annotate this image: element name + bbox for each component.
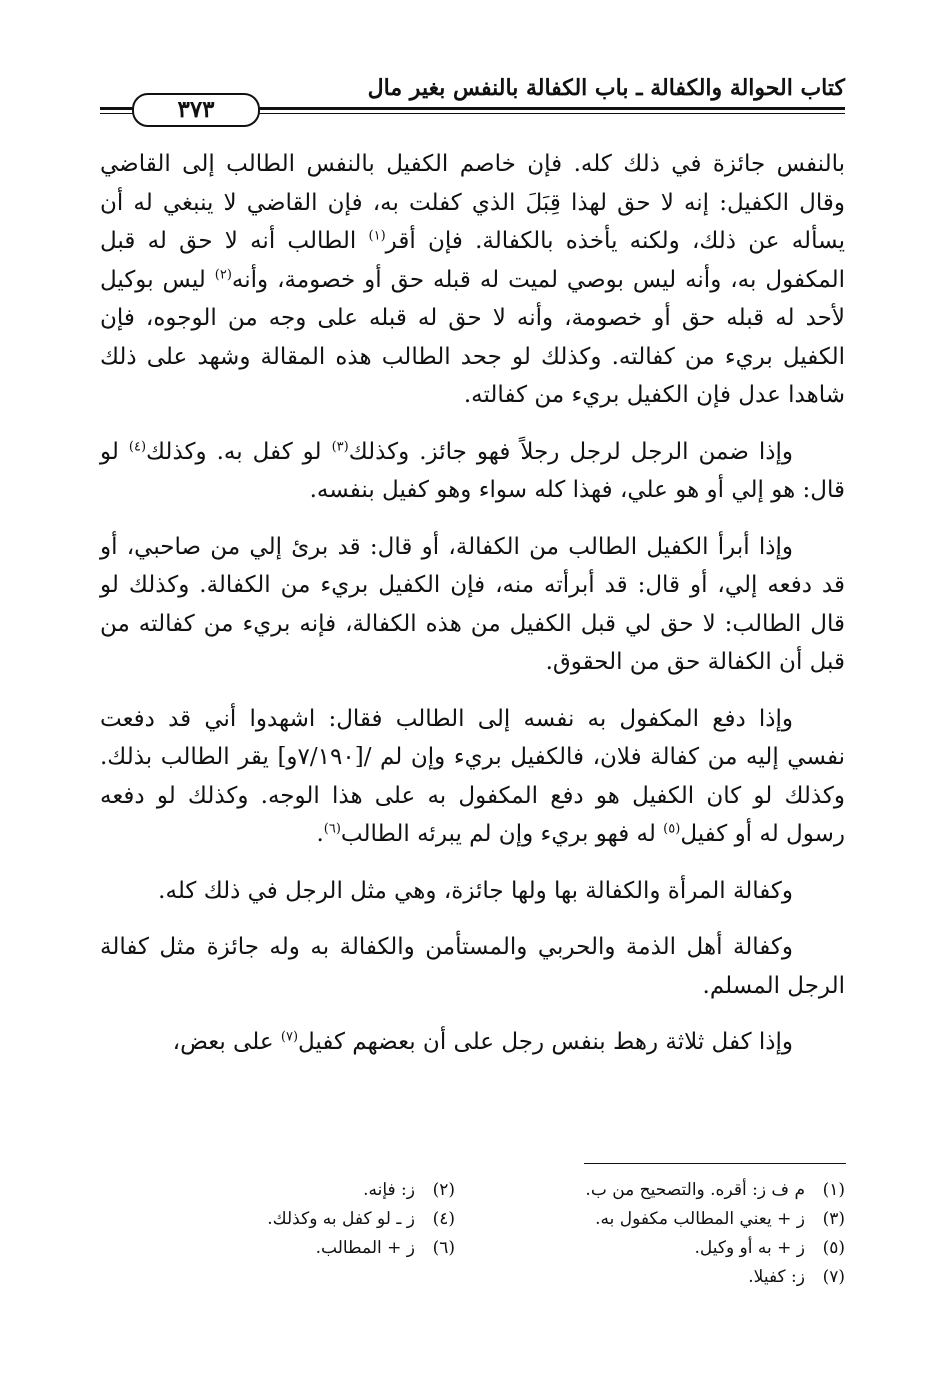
footnote-row [100,1205,845,1234]
footnote-row [100,1176,845,1205]
footnote-marker: (١) [368,228,386,244]
paragraph [100,1023,845,1062]
footnote [155,1234,455,1263]
footnote-text: ز + المطالب. [315,1238,415,1258]
footnote-text: ز + به أو وكيل. [694,1238,805,1258]
footnote-number: (٢) [432,1180,455,1200]
footnote-text: ز + يعني المطالب مكفول به. [595,1209,805,1229]
footnotes [100,1176,845,1292]
footnote-text: ز: كفيلا. [748,1267,805,1287]
footnote-number: (٣) [822,1209,845,1229]
paragraph-text: له فهو بريء وإن لم يبرئه الطالب [340,821,664,847]
paragraph-text: وإذا كفل ثلاثة رهط بنفس رجل على أن بعضهم كفيل [298,1029,793,1055]
paragraph [100,145,845,415]
footnote-marker: (٧) [280,1029,299,1045]
paragraph-text: بالنفس جائزة في ذلك كله. فإن خاصم الكفيل بالنفس الطالب إلى القاضي وقال الكفيل: إنه لا حق لهذا قِبَلَ الذي كفلت به، فإن القاضي لا ينبغي له أن يسأله عن ذلك، ولكنه يأخذه بالكفالة. فإن أقر [100,151,845,254]
footnote [455,1263,845,1292]
footnote-marker: (٦) [323,821,341,837]
paragraph-text: . [316,821,324,847]
footnote-row [100,1263,845,1292]
footnote [155,1176,455,1205]
paragraph-text: لو قال: هو إلي أو هو علي، فهذا كله سواء وهو كفيل بنفسه. [100,438,845,503]
paragraph [100,528,845,682]
footnote-text: ز: فإنه. [363,1180,415,1200]
paragraph-text: على بعض، [172,1029,281,1055]
footnote-text: م ف ز: أقره. والتصحيح من ب. [585,1180,805,1200]
main-text [100,145,845,1080]
footnote-marker: (٣) [331,438,349,454]
footnote-marker: (٢) [214,266,232,282]
paragraph-text: لو كفل به. وكذلك [146,438,332,465]
footnote-number: (٥) [822,1238,845,1258]
footnote-separator [584,1163,846,1164]
paragraph-text: وإذا دفع المكفول به نفسه إلى الطالب فقال: اشهدوا أني قد دفعت نفسي إليه من كفالة فلان، فالكفيل بريء وإن لم /[٧/١٩٠و] يقر الطالب بذلك. وكذلك لو كان الكفيل هو دفع المكفول به على هذا الوجه. وكذلك لو دفعه رسول له أو كفيل [100,705,845,847]
paragraph [100,700,845,854]
footnote-row [100,1234,845,1263]
footnote-marker: (٤) [128,438,147,454]
paragraph-text: وإذا ضمن الرجل لرجل رجلاً فهو جائز. وكذلك [348,438,793,465]
paragraph [100,928,845,1005]
paragraph-text: وإذا أبرأ الكفيل الطالب من الكفالة، أو قال: قد برئ إلي من صاحبي، أو قد دفعه إلي، أو قال: قد أبرأته منه، فإن الكفيل بريء من الكفالة. وكذلك لو قال الطالب: لا حق لي قبل الكفيل من هذه الكفالة، فإنه بريء من كفالته من قبل أن الكفالة حق من الحقوق. [100,533,845,675]
footnote [455,1234,845,1263]
running-title: كتاب الحوالة والكفالة ـ باب الكفالة بالنفس بغير مال [367,75,845,101]
footnote [455,1205,845,1234]
footnote-number: (١) [822,1180,845,1200]
paragraph [100,433,845,510]
paragraph-text: ليس بوكيل لأحد له قبله حق أو خصومة، وأنه لا حق له قبله على وجه من الوجوه، فإن الكفيل بريء من كفالته. وكذلك لو جحد الطالب هذه المقالة وشهد على ذلك شاهدا عدل فإن الكفيل بريء من كفالته. [100,266,845,408]
paragraph-text: وكفالة أهل الذمة والحربي والمستأمن والكفالة به وله جائزة مثل كفالة الرجل المسلم. [100,934,845,999]
footnote-number: (٦) [432,1238,455,1258]
paragraph [100,872,845,911]
paragraph-text: الطالب أنه لا حق له قبل المكفول به، وأنه ليس بوصي لميت له قبله حق أو خصومة، وأنه [100,228,845,293]
page-header [100,75,845,125]
footnote-marker: (٥) [663,821,681,837]
footnote [155,1205,455,1234]
footnote-number: (٧) [822,1267,845,1287]
paragraph-text: وكفالة المرأة والكفالة بها ولها جائزة، وهي مثل الرجل في ذلك كله. [158,877,793,904]
page-number: ٣٧٣ [132,93,260,127]
footnote-number: (٤) [432,1209,455,1229]
footnote [455,1176,845,1205]
footnote-text: ز ـ لو كفل به وكذلك. [267,1209,415,1229]
